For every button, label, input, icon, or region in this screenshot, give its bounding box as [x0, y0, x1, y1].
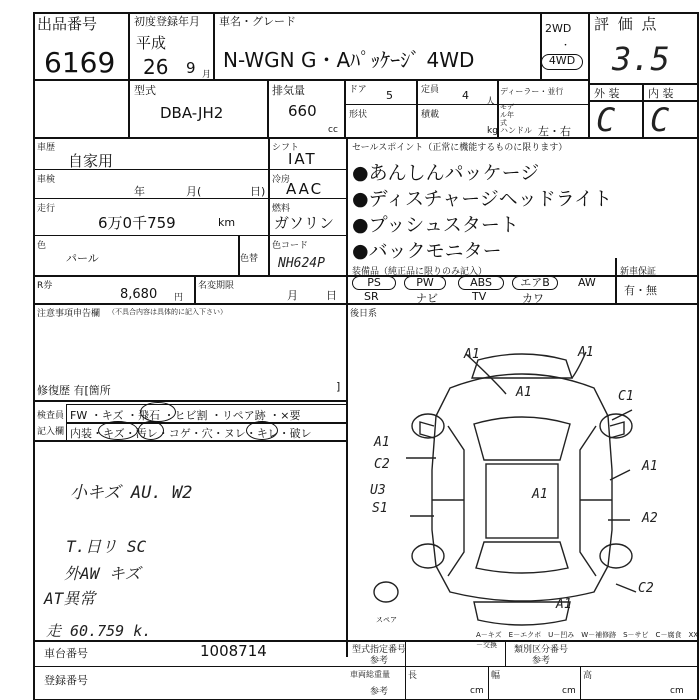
ac-label: 冷房	[272, 175, 291, 185]
repair-bracket: ]	[336, 380, 341, 393]
handwritten-note-4: AT異常	[44, 589, 96, 608]
mark-s1: S1	[372, 501, 388, 516]
shift-value: IAT	[288, 150, 317, 168]
model-label: 車名・グレード	[219, 15, 296, 28]
ext-label: 外 装	[594, 87, 620, 100]
mark-a1-rear: A1	[556, 597, 572, 612]
damage-legend: A－キズ E－エクボ U－凹み W－補修跡 S－サビ C－腐食 XX－交換	[476, 631, 699, 649]
spare-label: スペア	[376, 616, 397, 624]
lot-number: 6169	[44, 46, 116, 79]
mark-a2: A2	[642, 511, 658, 526]
inspector-row-1: FW ・キズ ・飛石 ・ヒビ割 ・リペア跡 ・×要	[70, 409, 301, 422]
mark-a1-hood: A1	[516, 385, 532, 400]
dealer-label: ディーラー・並行	[500, 87, 564, 96]
inspector-row-2: 内装・キズ・汚レ・コゲ・穴・ヌレ・キレ・破レ	[70, 427, 312, 440]
category-ref: 参考	[532, 656, 551, 666]
type-label: 型式	[134, 84, 156, 97]
color-label: 色	[37, 241, 47, 251]
drive-4wd: 4WD	[548, 54, 576, 67]
recycle-label: R券	[37, 281, 53, 291]
drive-2wd: 2WD	[545, 22, 572, 35]
mileage-label: 走行	[37, 204, 56, 214]
weight-ref: 参考	[370, 687, 389, 697]
equip-sr: SR	[364, 290, 379, 303]
registration-label: 登録番号	[44, 674, 88, 687]
equip-airbag: エアB	[512, 276, 558, 290]
int-grade: C	[650, 101, 670, 139]
color-change-label: 色替	[240, 254, 259, 264]
record-label: 記入欄	[37, 427, 65, 437]
drive-4wd-circle	[541, 54, 583, 70]
handle-label: ハンドル	[500, 126, 532, 135]
height-label: 高	[583, 671, 593, 681]
circle-mark	[140, 402, 176, 422]
inspection-day: 日)	[250, 185, 266, 198]
mark-a1-roof: A1	[532, 487, 548, 502]
inspection-label: 車検	[37, 175, 56, 185]
rating-value: 3.5	[612, 40, 670, 78]
selling-points-label: セールスポイント（正常に機能するものに限ります）	[352, 143, 568, 153]
load-unit: kg	[487, 126, 498, 136]
equip-pw: PW	[404, 276, 446, 290]
seats-label: 定員	[421, 85, 440, 95]
damage-diagram	[346, 330, 698, 635]
selling-point-4: ●バックモニター	[352, 240, 502, 262]
rear-label: 後日系	[350, 309, 378, 319]
designated-label: 型式指定番号	[352, 645, 407, 655]
new-car-value: 有・無	[624, 284, 657, 297]
recycle-unit: 円	[174, 293, 184, 303]
ext-grade: C	[596, 101, 616, 139]
handwritten-note-5: 走 60.759 k.	[46, 622, 152, 640]
fuel-value: ガソリン	[274, 214, 335, 232]
model-name: N-WGN G・Aﾊﾟｯｹｰｼﾞ 4WD	[223, 48, 475, 72]
history-value: 自家用	[68, 152, 114, 170]
report-note: （不具合内容は具体的に記入下さい）	[108, 308, 227, 316]
designated-ref: 参考	[370, 656, 389, 666]
repair-label: 修復歴 有[箇所	[37, 384, 111, 397]
tax-label: 名変期限	[198, 281, 235, 291]
mark-a1-front-left: A1	[464, 347, 480, 362]
circle-mark	[138, 421, 164, 440]
displacement-value: 660	[288, 102, 317, 120]
tax-month: 月	[287, 289, 298, 302]
equip-navi: ナビ	[416, 292, 438, 305]
equip-tv: TV	[472, 290, 487, 303]
doors-value: 5	[386, 89, 393, 102]
inspection-month: 月(	[186, 185, 202, 198]
equip-aw: AW	[578, 276, 596, 289]
length-label: 長	[408, 671, 418, 681]
mark-a1-right: A1	[642, 459, 658, 474]
length-unit: cm	[470, 686, 484, 696]
handwritten-note-1: 小キズ AU. W2	[70, 483, 193, 503]
shift-label: シフト	[272, 143, 300, 153]
fuel-label: 燃料	[272, 204, 291, 214]
inspection-year: 年	[134, 185, 145, 198]
shape-label: 形状	[349, 110, 368, 120]
width-label: 幅	[491, 671, 501, 681]
equip-abs: ABS	[458, 276, 504, 290]
mileage-value: 6万0千759	[98, 214, 176, 232]
mileage-unit: km	[218, 216, 236, 229]
width-unit: cm	[562, 686, 576, 696]
chassis-value: 1008714	[200, 642, 267, 660]
mark-c2-rear: C2	[638, 581, 654, 596]
color-code-label: 色コード	[272, 241, 309, 251]
load-label: 積載	[421, 110, 440, 120]
chassis-label: 車台番号	[44, 647, 88, 660]
mark-c2-left: C2	[374, 457, 390, 472]
equip-ps: PS	[352, 276, 396, 290]
reg-month: 9	[186, 59, 196, 77]
doors-label: ドア	[349, 85, 367, 95]
reg-year: 26	[143, 55, 169, 79]
handle-value: 左・右	[538, 125, 571, 138]
equip-leather: カワ	[522, 292, 544, 305]
displacement-label: 排気量	[272, 84, 305, 97]
seats-value: 4	[462, 89, 469, 102]
mark-a1-front-right: A1	[578, 345, 594, 360]
reg-month-unit: 月	[202, 70, 212, 80]
model-year-label: モデル年式	[500, 103, 514, 127]
mark-c1: C1	[618, 389, 634, 404]
selling-point-1: ●あんしんパッケージ	[352, 162, 540, 184]
height-unit: cm	[670, 686, 684, 696]
color-code-value: NH624P	[278, 256, 325, 271]
selling-point-3: ●プッシュスタート	[352, 214, 519, 236]
history-label: 車歴	[37, 143, 56, 153]
selling-point-2: ●ディスチャージヘッドライト	[352, 188, 613, 210]
handwritten-note-2: T.日リ SC	[66, 537, 147, 556]
seats-unit: 人	[486, 97, 496, 107]
era: 平成	[136, 34, 167, 52]
inspector-label: 検査員	[37, 411, 65, 421]
drive-separator: ・	[561, 41, 571, 51]
circle-mark	[246, 421, 278, 440]
recycle-value: 8,680	[120, 287, 158, 302]
report-label: 注意事項申告欄	[37, 309, 101, 319]
type-value: DBA-JH2	[160, 104, 224, 122]
mark-u3: U3	[370, 483, 386, 498]
new-car-label: 新車保証	[620, 267, 657, 277]
tax-day: 日	[326, 289, 337, 302]
handwritten-note-3: 外AW キズ	[64, 564, 141, 583]
displacement-unit: cc	[328, 125, 338, 135]
equipment-label: 装備品（純正品に限りのみ記入）	[352, 267, 488, 277]
weight-label: 車両総重量	[350, 670, 390, 679]
lot-label: 出品番号	[37, 15, 98, 33]
circle-mark	[98, 421, 138, 440]
rating-label: 評 価 点	[594, 15, 659, 33]
ac-value: AAC	[286, 180, 324, 198]
mark-a1-left: A1	[374, 435, 390, 450]
first-reg-label: 初度登録年月	[134, 15, 200, 28]
int-label: 内 装	[648, 87, 674, 100]
category-label: 類別区分番号	[514, 645, 569, 655]
color-value: パール	[66, 252, 99, 265]
